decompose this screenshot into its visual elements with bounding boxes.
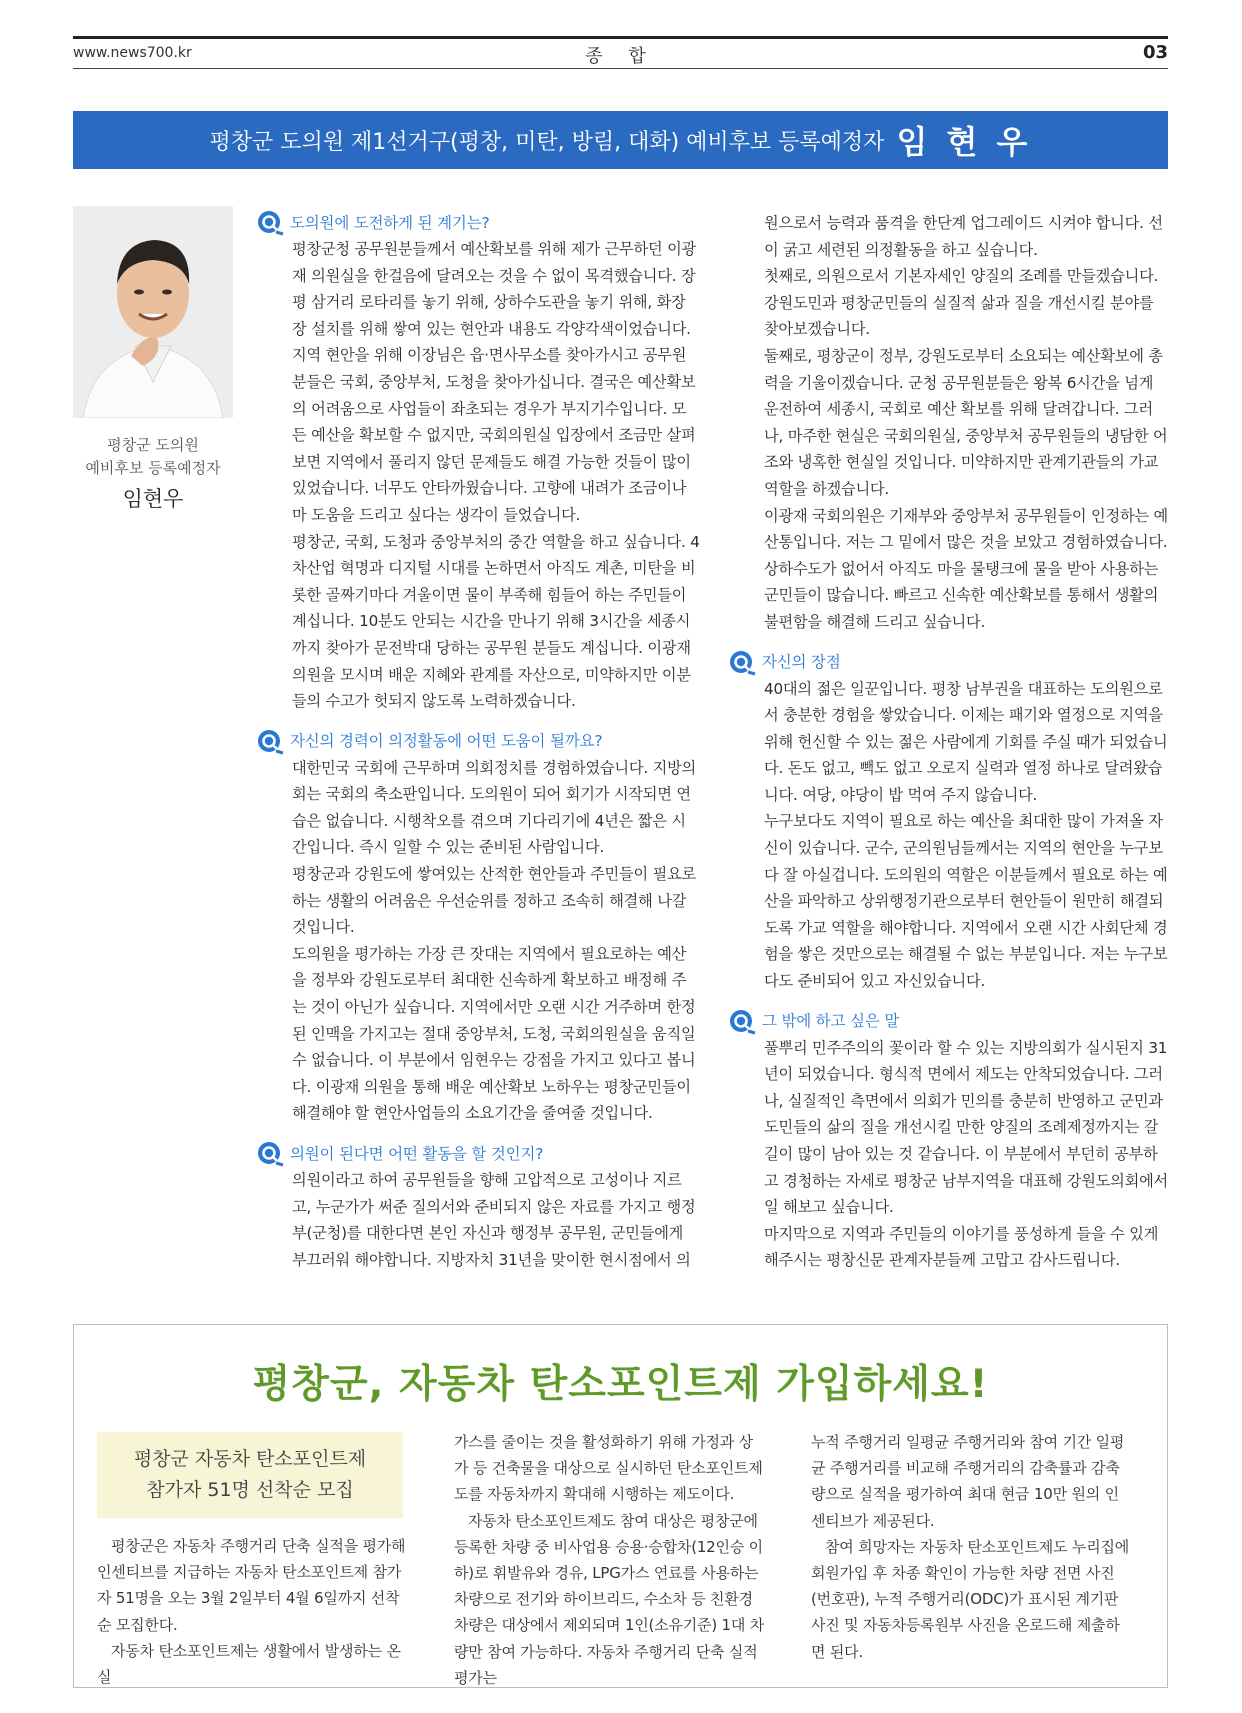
notice-title: 평창군, 자동차 탄소포인트제 가입하세요!: [252, 1362, 989, 1407]
answer-paragraph: 평창군청 공무원분들께서 예산확보를 위해 제가 근무하던 이광재 의원실을 한걸음에 달려오는 것을 수 없이 목격했습니다. 장평 삼거리 로타리를 놓기 위해, 상하수도관을 놓기 위해, 화장장 설치를 위해 쌓여 있는 현안과 내용도 각양각색이었습니다. 지역 현안을 위해 이장님은 읍·면사무소를 찾아가시고 공무원분들은 국회, 중앙부처, 도청을 찾아가십니다. 결국은 예산확보의 어려움으로 사업들이 좌초되는 경우가 부지기수입니다. 모든 예산을 확보할 수 없지만, 국회의원실 입장에서 조금만 살펴보면 지역에서 풀리지 않던 문제들도 해결 가능한 것들이 많이 있었습니다. 너무도 안타까웠습니다. 고향에 내려가 조금이나마 도움을 드리고 싶다는 생각이 들었습니다.: [292, 240, 697, 524]
caption-line2: 예비후보 등록예정자: [85, 459, 221, 477]
answer-paragraph: 풀뿌리 민주주의의 꽃이라 할 수 있는 지방의회가 실시된지 31년이 되었습니다. 형식적 면에서 제도는 안착되었습니다. 그러나, 실질적인 측면에서 의회가 민의를 충분히 반영하고 군민과 도민들의 삶의 질을 개선시킬 만한 양질의 조례제정까지는 갈길이 많이 남아 있는 것 같습니다. 이 부분에서 부던히 공부하고 경청하는 자세로 평창군 남부지역을 대표해 강원도의회에서 일 해보고 싶습니다.: [764, 1038, 1169, 1217]
caption-line1: 평창군 도의원: [107, 436, 199, 454]
question-heading: [728, 1009, 1168, 1035]
answer-paragraph: 대한민국 국회에 근무하며 의회정치를 경험하였습니다. 지방의회는 국회의 축소판입니다. 도의원이 되어 회기가 시작되면 연습은 없습니다. 시행착오를 겪으며 기다리기에 4년은 짧은 시간입니다. 즉시 일할 수 있는 준비된 사람입니다.: [292, 758, 697, 857]
interview-column-2: [728, 210, 1168, 1274]
answer-block: [764, 210, 1168, 636]
candidate-photo: [73, 206, 233, 418]
answer-paragraph: 평창군, 국회, 도청과 중앙부처의 중간 역할을 하고 싶습니다. 4차산업 혁명과 디지털 시대를 논하면서 아직도 계촌, 미탄을 비롯한 골짜기마다 겨울이면 물이 부족해 힘들어 하는 주민들이 계십니다. 10분도 안되는 시간을 만나기 위해 3시간을 세종시까지 찾아가 문전박대 당하는 공무원 분들도 계십니다. 이광재 의원을 모시며 배운 지혜와 관계를 자산으로, 미약하지만 이분들의 수고가 헛되지 않도록 노력하겠습니다.: [292, 532, 700, 711]
answer-paragraph: 마지막으로 지역과 주민들의 이야기를 풍성하게 들을 수 있게 해주시는 평창신문 관계자분들께 고맙고 감사드립니다.: [764, 1224, 1159, 1270]
subhead-line2: 참가자 51명 선착순 모집: [146, 1479, 354, 1501]
q-badge-icon: [728, 1009, 756, 1035]
notice-box: [73, 1324, 1168, 1688]
site-url[interactable]: www.news700.kr: [73, 45, 192, 61]
answer-paragraph: 40대의 젊은 일꾼입니다. 평창 남부권을 대표하는 도의원으로서 충분한 경험을 쌓았습니다. 이제는 패기와 열정으로 지역을 위해 헌신할 수 있는 젊은 사람에게 기회를 주실 때가 되었습니다. 돈도 없고, 빽도 없고 오로지 실력과 열정 하나로 달려왔습니다. 여당, 야당이 밥 먹여 주지 않습니다.: [764, 679, 1168, 804]
answer-paragraph: 이광재 국회의원은 기재부와 중앙부처 공무원들이 인정하는 예산통입니다. 저는 그 밑에서 많은 것을 보았고 경험하였습니다. 상하수도가 없어서 아직도 마을 물탱크에 물을 받아 사용하는 군민들이 많습니다. 빠르고 신속한 예산확보를 통해서 생활의 불편함을 해결해 드리고 싶습니다.: [764, 506, 1169, 631]
banner-name: 임 현 우: [896, 123, 1032, 161]
page-number: 03: [1142, 42, 1168, 63]
question-text: 의원이 된다면 어떤 활동을 할 것인지?: [290, 1144, 544, 1163]
notice-paragraph: 누적 주행거리 일평균 주행거리와 참여 기간 일평균 주행거리를 비교해 주행거리의 감축률과 감축량으로 실적을 평가하여 최대 현금 10만 원의 인센티브가 제공된다.: [811, 1433, 1125, 1530]
notice-paragraph: 평창군은 자동차 주행거리 단축 실적을 평가해 인센티브를 지급하는 자동차 탄소포인트제 참가자 51명을 오는 3월 2일부터 4월 6일까지 선착순 모집한다.: [97, 1537, 406, 1634]
notice-column-3: [811, 1429, 1131, 1665]
interview-column-1: [256, 210, 700, 1273]
subhead-line1: 평창군 자동차 탄소포인트제: [133, 1448, 367, 1470]
notice-paragraph: 자동차 탄소포인트제도 참여 대상은 평창군에 등록한 차량 중 비사업용 승용·승합차(12인승 이하)로 휘발유와 경유, LPG가스 연료를 사용하는 차량으로 전기와 하이브리드, 수소차 등 친환경 차량은 대상에서 제외되며 1인(소유기준) 1대 차량만 참여 가능하다. 자동차 주행거리 단축 실적 평가는: [454, 1511, 765, 1687]
caption-name: 임현우: [122, 487, 184, 511]
question-heading: [256, 729, 700, 755]
question-heading: [256, 1141, 700, 1167]
answer-block: [292, 1167, 700, 1273]
answer-paragraph: 의원이라고 하여 공무원들을 향해 고압적으로 고성이나 지르고, 누군가가 써준 질의서와 준비되지 않은 자료를 가지고 행정부(군청)를 대한다면 본인 자신과 행정부 공무원, 군민들에게 부끄러워 해야합니다. 지방자치 31년을 맞이한 현시점에서 의: [292, 1171, 696, 1269]
question-text: 자신의 경력이 의정활동에 어떤 도움이 될까요?: [290, 732, 603, 751]
answer-paragraph: 평창군과 강원도에 쌓여있는 산적한 현안들과 주민들이 필요로 하는 생활의 어려움은 우선순위를 정하고 조속히 해결해 나갈것입니다.: [292, 865, 697, 937]
question-text: 자신의 장점: [762, 653, 841, 672]
answer-block: [764, 1035, 1168, 1274]
notice-subhead: [97, 1432, 403, 1518]
answer-paragraph: 첫째로, 의원으로서 기본자세인 양질의 조례를 만들겠습니다. 강원도민과 평창군민들의 실질적 삶과 질을 개선시킬 분야를 찾아보겠습니다.: [764, 267, 1159, 339]
notice-column-1: [97, 1533, 407, 1690]
q-badge-icon: [256, 210, 284, 236]
banner-title: 평창군 도의원 제1선거구(평창, 미탄, 방림, 대화) 예비후보 등록예정자: [209, 129, 885, 155]
q-badge-icon: [256, 729, 284, 755]
answer-block: [292, 236, 700, 715]
question-text: 그 밖에 하고 싶은 말: [762, 1012, 900, 1031]
answer-paragraph: 원으로서 능력과 품격을 한단계 업그레이드 시켜야 합니다. 선이 굵고 세련된 의정활동을 하고 싶습니다.: [764, 214, 1163, 259]
header-rule: [73, 68, 1168, 69]
answer-paragraph: 도의원을 평가하는 가장 큰 잣대는 지역에서 필요로하는 예산을 정부와 강원도로부터 최대한 신속하게 확보하고 배정해 주는 것이 아닌가 싶습니다. 지역에서만 오랜 시간 거주하며 한정된 인맥을 가지고는 절대 중앙부처, 도청, 국회의원실을 움직일 수 없습니다. 이 부분에서 임현우는 강점을 가지고 있다고 봅니다. 이광재 의원을 통해 배운 예산확보 노하우는 평창군민들이 해결해야 할 현안사업들의 소요기간을 줄여줄 것입니다.: [292, 944, 696, 1123]
notice-paragraph: 참여 희망자는 자동차 탄소포인트제도 누리집에 회원가입 후 차종 확인이 가능한 차량 전면 사진(번호판), 누적 주행거리(ODC)가 표시된 계기판 사진 및 자동차등록원부 사진을 온로드해 제출하면 된다.: [811, 1537, 1130, 1661]
section-name: 종 합: [585, 46, 656, 67]
notice-column-2: [454, 1429, 766, 1691]
q-badge-icon: [728, 650, 756, 676]
top-rule: [73, 36, 1168, 39]
notice-paragraph: 가스를 줄이는 것을 활성화하기 위해 가정과 상가 등 건축물을 대상으로 실시하던 탄소포인트제도를 자동차까지 확대해 시행하는 제도이다.: [454, 1433, 763, 1504]
notice-paragraph: 자동차 탄소포인트제는 생활에서 발생하는 온실: [97, 1641, 401, 1687]
headline-banner: [73, 111, 1168, 169]
page-header: [73, 42, 1168, 68]
question-heading: [256, 210, 700, 236]
answer-paragraph: 누구보다도 지역이 필요로 하는 예산을 최대한 많이 가져올 자신이 있습니다. 군수, 군의원님들께서는 지역의 현안을 누구보다 잘 아실겁니다. 도의원의 역할은 이분들께서 필요로 하는 예산을 파악하고 상위행정기관으로부터 현안들이 원만히 해결되도록 가교 역할을 해야합니다. 지역에서 오랜 시간 사회단체 경험을 쌓은 것만으로는 해결될 수 없는 부분입니다. 저는 누구보다도 준비되어 있고 자신있습니다.: [764, 812, 1168, 991]
answer-block: [292, 755, 700, 1127]
answer-paragraph: 둘째로, 평창군이 정부, 강원도로부터 소요되는 예산확보에 총력을 기울이겠습니다. 군청 공무원분들은 왕복 6시간을 넘게 운전하여 세종시, 국회로 예산 확보를 위해 달려갑니다. 그러나, 마주한 현실은 국회의원실, 중앙부처 공무원들의 냉담한 어조와 냉혹한 현실일 것입니다. 미약하지만 관계기관들의 가교역할을 하겠습니다.: [764, 346, 1168, 498]
answer-block: [764, 676, 1168, 995]
question-text: 도의원에 도전하게 된 계기는?: [290, 213, 490, 232]
q-badge-icon: [256, 1141, 284, 1167]
question-heading: [728, 650, 1168, 676]
photo-caption: [73, 434, 233, 511]
portrait-illustration: [73, 206, 233, 418]
